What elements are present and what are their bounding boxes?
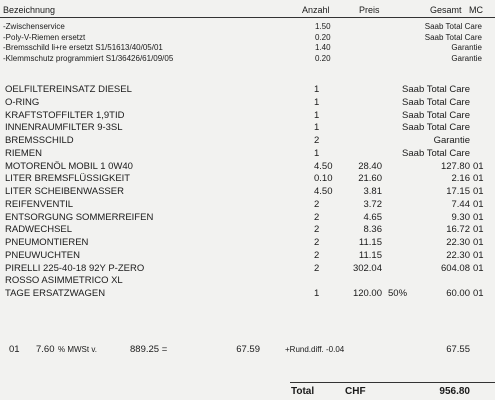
part-total: 17.15: [446, 186, 470, 197]
part-desc: RADWECHSEL: [5, 224, 73, 236]
part-price: 3.81: [363, 186, 382, 197]
part-total: Saab Total Care: [402, 109, 470, 121]
vat-code: 01: [9, 344, 20, 355]
part-desc: PNEUMONTIEREN: [5, 237, 89, 248]
service-desc: -Zwischenservice: [3, 22, 65, 31]
part-total: 2.16: [451, 173, 470, 185]
vat-rate-label: % MWSt v.: [58, 345, 97, 354]
part-price: 11.15: [358, 237, 382, 248]
part-price: 120.00: [352, 288, 382, 299]
part-discount: 50%: [388, 288, 408, 299]
part-price: 28.40: [358, 160, 382, 172]
part-qty: 2: [314, 249, 320, 261]
part-mc: 01: [473, 237, 484, 248]
part-total: 604.08: [440, 262, 470, 274]
rounding-diff: +Rund.diff. -0.04: [285, 345, 345, 354]
total-currency: CHF: [345, 386, 366, 397]
total-rule: [290, 382, 495, 383]
service-total: Saab Total Care: [424, 32, 482, 42]
part-mc: 01: [473, 288, 484, 299]
part-mc: 01: [473, 198, 484, 210]
service-desc: -Bremsschild li+re ersetzt S1/51613/40/05/01: [3, 43, 163, 53]
part-qty: 4.50: [314, 186, 333, 197]
part-qty: 2: [314, 135, 320, 146]
part-qty: 2: [314, 198, 320, 210]
header-rule: [0, 17, 495, 18]
service-total: Garantie: [451, 43, 482, 53]
part-mc: 01: [473, 186, 484, 197]
service-qty: 0.20: [315, 32, 331, 42]
part-qty: 2: [314, 224, 320, 236]
part-total: Saab Total Care: [402, 84, 470, 95]
total-label: Total: [291, 386, 315, 397]
part-qty: 1: [314, 96, 320, 108]
part-desc: REIFENVENTIL: [5, 198, 74, 210]
part-qty: 2: [314, 237, 320, 248]
part-qty: 1: [314, 122, 320, 134]
part-total: Garantie: [433, 135, 470, 146]
part-total: 9.30: [451, 211, 470, 223]
service-total: Garantie: [451, 54, 482, 64]
part-desc: LITER SCHEIBENWASSER: [5, 186, 124, 197]
part-price: 302.04: [352, 262, 382, 274]
part-mc: 01: [473, 224, 484, 236]
part-mc: 01: [473, 262, 484, 274]
part-desc: RIEMEN: [5, 147, 42, 159]
part-mc: 01: [473, 249, 484, 261]
part-total: 127.80: [440, 160, 470, 172]
part-qty: 1: [314, 84, 320, 95]
service-qty: 0.20: [315, 54, 331, 64]
part-price: 11.15: [358, 249, 382, 261]
vat-net: 67.55: [446, 344, 470, 355]
part-mc: 01: [473, 211, 484, 223]
part-price: 8.36: [363, 224, 382, 236]
part-desc: BREMSSCHILD: [5, 135, 74, 146]
part-desc: MOTORENÖL MOBIL 1 0W40: [5, 160, 133, 172]
part-desc: KRAFTSTOFFILTER 1,9TID: [5, 109, 125, 121]
part-qty: 1: [314, 147, 320, 159]
col-header-preis: Preis: [359, 5, 380, 15]
part-total: 16.72: [446, 224, 470, 236]
part-mc: 01: [473, 173, 484, 185]
service-qty: 1.50: [315, 22, 331, 31]
service-qty: 1.40: [315, 43, 331, 53]
part-desc: ROSSO ASIMMETRICO XL: [5, 275, 123, 287]
part-total: Saab Total Care: [402, 147, 470, 159]
part-desc: LITER BREMSFLÜSSIGKEIT: [5, 173, 131, 185]
total-amount: 956.80: [439, 386, 470, 397]
col-header-gesamt: Gesamt: [430, 5, 462, 15]
part-price: 3.72: [363, 198, 382, 210]
part-total: 7.44: [451, 198, 470, 210]
part-mc: 01: [473, 160, 484, 172]
part-qty: 0.10: [314, 173, 333, 185]
part-qty: 1: [314, 109, 320, 121]
service-desc: -Poly-V-Riemen ersetzt: [3, 32, 86, 42]
col-header-anzahl: Anzahl: [302, 5, 330, 15]
part-desc: PNEUWUCHTEN: [5, 249, 80, 261]
part-price: 21.60: [358, 173, 382, 185]
part-desc: INNENRAUMFILTER 9-3SL: [5, 122, 123, 134]
vat-rate: 7.60: [36, 344, 55, 355]
part-total: 60.00: [446, 288, 470, 299]
part-total: 22.30: [446, 237, 470, 248]
col-header-bezeichnung: Bezeichnung: [3, 5, 56, 15]
part-desc: O-RING: [5, 96, 40, 108]
part-total: Saab Total Care: [402, 96, 470, 108]
col-header-mc: MC: [469, 5, 483, 15]
part-desc: TAGE ERSATZWAGEN: [5, 288, 106, 299]
vat-base: 889.25 =: [130, 344, 168, 355]
part-total: 22.30: [446, 249, 470, 261]
part-qty: 2: [314, 211, 320, 223]
part-qty: 2: [314, 262, 320, 274]
part-qty: 4.50: [314, 160, 333, 172]
part-qty: 1: [314, 288, 320, 299]
service-desc: -Klemmschutz programmiert S1/36426/61/09/05: [3, 54, 174, 64]
part-desc: PIRELLI 225-40-18 92Y P-ZERO: [5, 262, 145, 274]
part-price: 4.65: [363, 211, 382, 223]
service-total: Saab Total Care: [424, 22, 482, 31]
vat-amount: 67.59: [236, 344, 260, 355]
part-desc: ENTSORGUNG SOMMERREIFEN: [5, 211, 154, 223]
part-desc: OELFILTEREINSATZ DIESEL: [5, 84, 132, 95]
part-total: Saab Total Care: [402, 122, 470, 134]
